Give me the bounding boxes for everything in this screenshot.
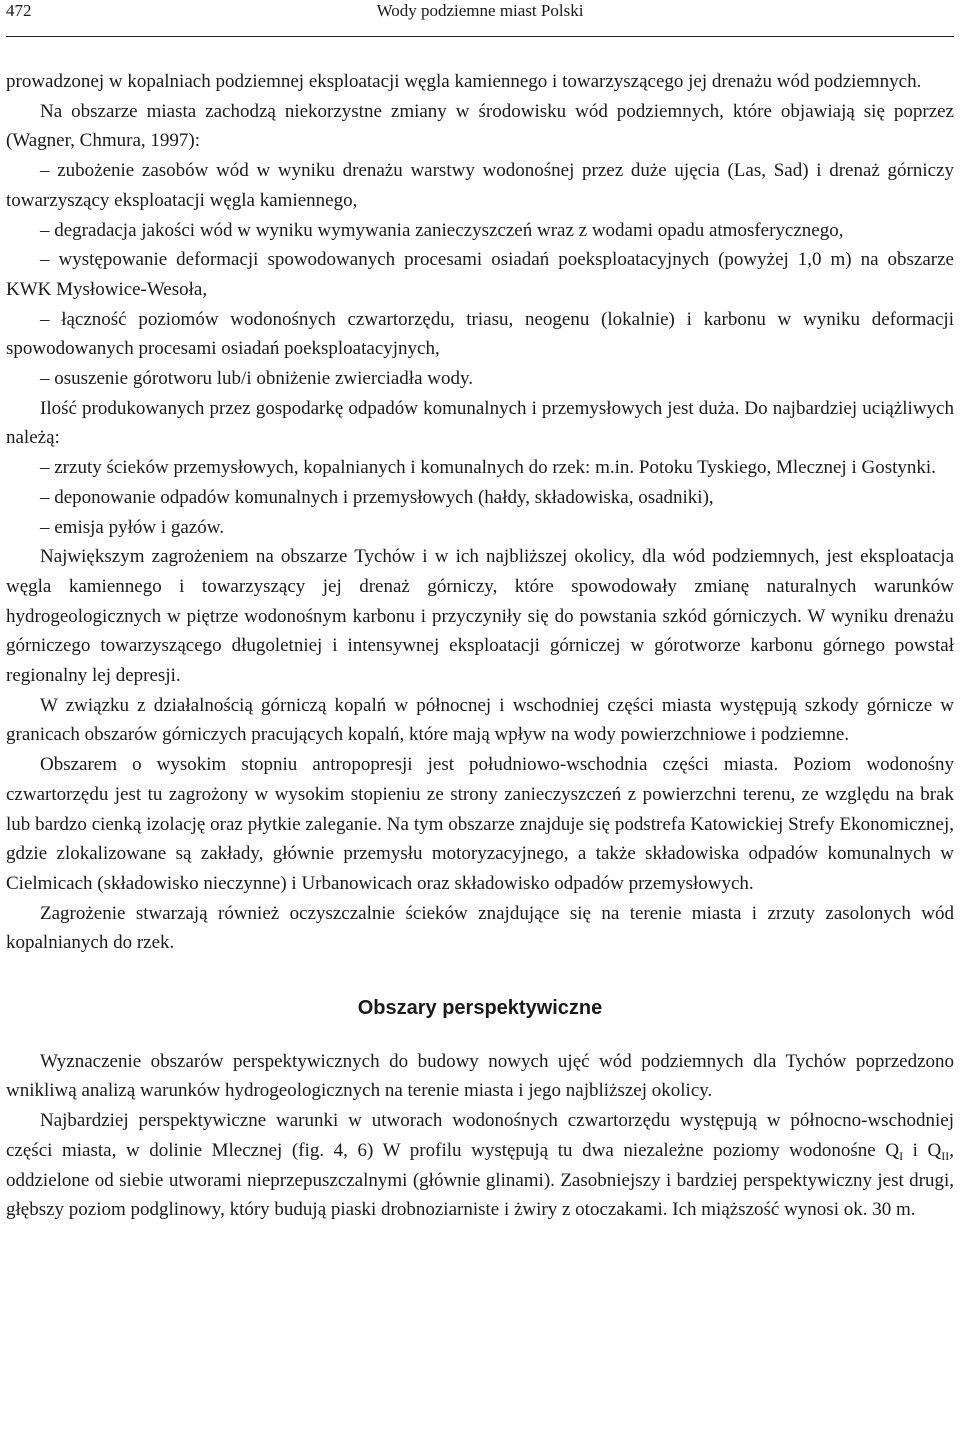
text-run: i Q xyxy=(903,1139,942,1161)
paragraph: Obszarem o wysokim stopniu antropopresji jest południowo-wschodnia części miasta. Poziom wodonośny czwartorzędu jest tu zagrożony w wysokim stopieniu ze strony zanieczyszczeń z powierzchni terenu, ze względu na brak lub bardzo cienką izolację oraz płytkie zaleganie. Na tym obszarze znajduje się podstrefa Katowickiej Strefy Ekonomicznej, gdzie zlokalizowane są zakłady, głównie przemysłu motoryzacyjnego, a także składowiska odpadów komunalnych w Cielmicach (składowisko nieczynne) i Urbanowicach oraz składowisko odpadów przemysłowych. xyxy=(6,754,954,894)
paragraph: Zagrożenie stwarzają również oczyszczalnie ścieków znajdujące się na terenie miasta i zrzuty zasolonych wód kopalnianych do rzek. xyxy=(6,902,954,954)
list-item: – deponowanie odpadów komunalnych i przemysłowych (hałdy, składowiska, osadniki), xyxy=(40,486,714,508)
list-item: – łączność poziomów wodonośnych czwartorzędu, triasu, neogenu (lokalnie) i karbonu w wyniku deformacji spowodowanych procesami osiadań poeksploatacyjnych, xyxy=(6,308,954,360)
subscript: II xyxy=(941,1148,950,1163)
body-text xyxy=(6,67,954,1225)
paragraph xyxy=(6,1106,954,1225)
list-item: – osuszenie górotworu lub/i obniżenie zwierciadła wody. xyxy=(40,368,474,390)
paragraph: W związku z działalnością górniczą kopalń w północnej i wschodniej części miasta występują szkody górnicze w granicach obszarów górniczych pracujących kopalń, które mają wpływ na wody powierzchniowe i podziemne. xyxy=(6,694,954,746)
page-number: 472 xyxy=(6,1,32,20)
document-page xyxy=(6,0,955,1221)
paragraph: Wyznaczenie obszarów perspektywicznych do budowy nowych ujęć wód podziemnych dla Tychów poprzedzono wnikliwą analizą warunków hydrogeologicznych na terenie miasta i jego najbliższej okolicy. xyxy=(6,1050,954,1102)
list-item: – zubożenie zasobów wód w wyniku drenażu warstwy wodonośnej przez duże ujęcia (Las, Sad) i drenaż górniczy towarzyszący eksploatacji węgla kamiennego, xyxy=(6,160,954,211)
text-run: , oddzielone od siebie utworami nieprzepuszczalnymi (głównie glinami). Zasobniejszy i bardziej perspektywiczny jest drugi, głębszy poziom podglinowy, który budują piaski drobnoziarniste i żwiry z otoczakami. Ich miąższość wynosi ok. 30 m. xyxy=(6,1139,955,1221)
paragraph: Największym zagrożeniem na obszarze Tychów i w ich najbliższej okolicy, dla wód podziemnych, jest eksploatacja węgla kamiennego i towarzyszący jej drenaż górniczy, które spowodowały zmianę naturalnych warunków hydrogeologicznych w piętrze wodonośnym karbonu i przyczyniły się do powstania szkód górniczych. W wyniku drenażu górniczego towarzyszącego długoletniej i intensywnej eksploatacji górniczej w górotworze karbonu górnego powstał regionalny lej depresji. xyxy=(6,546,954,687)
impact-list xyxy=(6,156,954,394)
paragraph: Na obszarze miasta zachodzą niekorzystne zmiany w środowisku wód podziemnych, które objawiają się poprzez (Wagner, Chmura, 1997): xyxy=(6,100,954,152)
text-run: Najbardziej perspektywiczne warunki w utworach wodonośnych czwartorzędu występują w północno-wschodniej części miasta, w dolinie Mlecznej (fig. 4, 6) W profilu występują tu dwa niezależne poziomy wodonośne Q xyxy=(6,1110,954,1161)
list-item: – występowanie deformacji spowodowanych procesami osiadań poeksploatacyjnych (powyżej 1,0 m) na obszarze KWK Mysłowice-Wesoła, xyxy=(6,249,954,300)
running-title: Wody podziemne miast Polski xyxy=(376,1,584,20)
subscript: I xyxy=(899,1148,904,1163)
list-item: – zrzuty ścieków przemysłowych, kopalnianych i komunalnych do rzek: m.in. Potoku Tyskiego, Mlecznej i Gostynki. xyxy=(40,457,936,479)
list-item: – degradacja jakości wód w wyniku wymywania zanieczyszczeń wraz z wodami opadu atmosferycznego, xyxy=(40,219,844,241)
section-heading: Obszary perspektywiczne xyxy=(357,996,603,1019)
paragraph: Ilość produkowanych przez gospodarkę odpadów komunalnych i przemysłowych jest duża. Do najbardziej uciążliwych należą: xyxy=(6,397,954,449)
paragraph-continuation: prowadzonej w kopalniach podziemnej eksploatacji węgla kamiennego i towarzyszącego jej drenażu wód podziemnych. xyxy=(6,71,922,92)
list-item: – emisja pyłów i gazów. xyxy=(40,516,224,538)
running-header xyxy=(6,0,954,37)
section-spacer xyxy=(6,958,954,988)
pollution-list xyxy=(6,453,954,542)
